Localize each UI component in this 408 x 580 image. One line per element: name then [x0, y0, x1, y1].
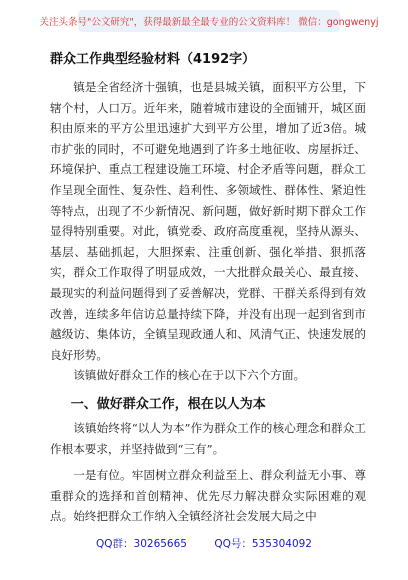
section-heading: 一、做好群众工作，根在以人为本 — [70, 396, 266, 412]
document-body — [50, 48, 366, 527]
top-banner — [39, 10, 379, 32]
banner-text: 关注头条号"公文研究"，获得最新最全最专业的公文资料库！ 微信：gongwenyj — [39, 17, 379, 28]
footer-qq: QQ号：535304092 — [214, 538, 312, 550]
paragraph-intro: 镇是全省经济十强镇，也是县城关镇，面积平方公里，下辖个村，人口万。近年来，随着城市建设的全面铺开，城区面积由原来的平方公里迅速扩大到平方公里，增加了近3倍。城市扩张的同时，不可避免地遇到了许多土地征收、房屋拆迁、环境保护、重点工程建设施工环境、村企矛盾等问题，群众工作呈现全面性、复杂性、趋利性、多领域性、群体性、紧迫性等特点，出现了不少新情况、新问题，做好新时期下群众工作显得特别重要。对此，镇党委、政府高度重视，坚持从源头、基层、基础抓起，大胆探索、注重创新、强化举措、狠抓落实，群众工作取得了明显成效，一大批群众最关心、最直接、最现实的利益问题得到了妥善解决，党群、干群关系得到有效改善，连续多年信访总量持续下降，并没有出现一起到省到市越级访、集体访，全镇呈现政通人和、风清气正、快速发展的良好形势。 — [50, 80, 366, 362]
footer-qq-group: QQ群：30265665 — [96, 538, 187, 550]
document-title: 群众工作典型经验材料（4192字） — [50, 52, 256, 67]
paragraph-summary: 该镇做好群众工作的核心在于以下六个方面。 — [73, 368, 306, 383]
paragraph-section-1: 该镇始终将“以人为本”作为群众工作的核心理念和群众工作根本要求，并坚持做到“三有”。 — [50, 420, 366, 456]
paragraph-section-2: 一是有位。牢固树立群众利益至上、群众利益无小事、尊重群众的选择和首创精神、优先尽力解决群众实际困难的观点。始终把群众工作纳入全镇经济社会发展大局之中 — [50, 468, 366, 524]
page-footer — [0, 536, 408, 551]
